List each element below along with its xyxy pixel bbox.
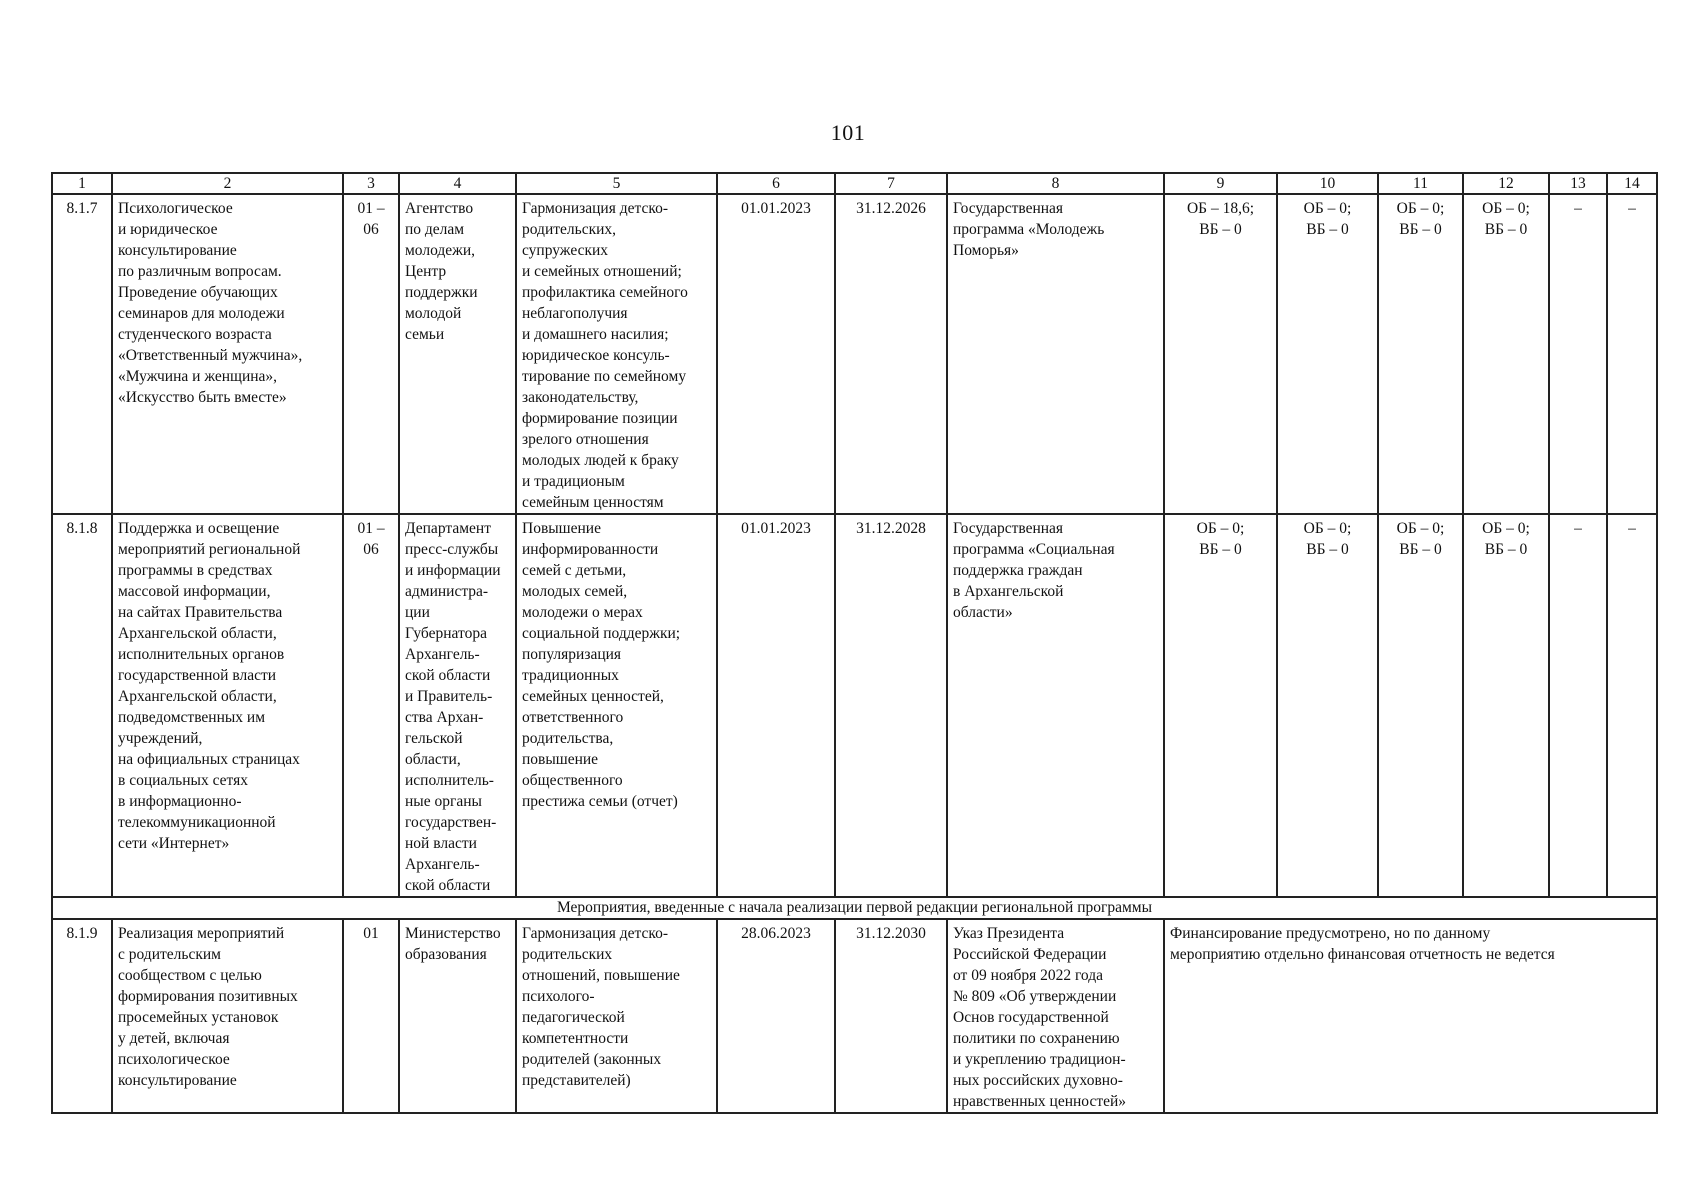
column-number: 13 (1549, 173, 1607, 194)
implementation-period: 01 (343, 919, 399, 1113)
column-number-row (52, 173, 1657, 194)
implementation-period: 01 – 06 (343, 194, 399, 514)
col-14-value: – (1607, 514, 1657, 897)
column-number: 8 (947, 173, 1164, 194)
end-date: 31.12.2028 (835, 514, 947, 897)
table-row (52, 514, 1657, 897)
program-table (51, 172, 1658, 1114)
page-number: 101 (830, 120, 866, 145)
end-date: 31.12.2026 (835, 194, 947, 514)
start-date: 28.06.2023 (717, 919, 835, 1113)
financing-col-11: ОБ – 0; ВБ – 0 (1378, 194, 1463, 514)
table-row (52, 919, 1657, 1113)
program-link: Государственная программа «Социальная поддержка граждан в Архангельской области» (947, 514, 1164, 897)
row-number: 8.1.9 (52, 919, 112, 1113)
activity-name: Реализация мероприятий с родительским сообществом с целью формирования позитивных просемейных установок у детей, включая психологическое консультирование (112, 919, 343, 1113)
column-number: 7 (835, 173, 947, 194)
activity-name: Поддержка и освещение мероприятий региональной программы в средствах массовой информации, на сайтах Правительства Архангельской области, исполнительных органов государственной власти Архангельской области, подведомственных им учреждений, на официальных страницах в социальных сетях в информационно- телекоммуникационной сети «Интернет» (112, 514, 343, 897)
column-number: 5 (516, 173, 717, 194)
expected-result: Гармонизация детско- родительских, супружеских и семейных отношений; профилактика семейного неблагополучия и домашнего насилия; юридическое консуль- тирование по семейному законодательству, формирование позиции зрелого отношения молодых людей к браку и традиционым семейным ценностям (516, 194, 717, 514)
financing-col-9: ОБ – 18,6; ВБ – 0 (1164, 194, 1277, 514)
implementation-period: 01 – 06 (343, 514, 399, 897)
column-number: 10 (1277, 173, 1378, 194)
expected-result: Повышение информированности семей с детьми, молодых семей, молодежи о мерах социальной поддержки; популяризация традиционных семейных ценностей, ответственного родительства, повышение общественного престижа семьи (отчет) (516, 514, 717, 897)
row-number: 8.1.8 (52, 514, 112, 897)
start-date: 01.01.2023 (717, 514, 835, 897)
column-number: 12 (1463, 173, 1549, 194)
financing-col-11: ОБ – 0; ВБ – 0 (1378, 514, 1463, 897)
program-link: Государственная программа «Молодежь Поморья» (947, 194, 1164, 514)
executor: Агентство по делам молодежи, Центр поддержки молодой семьи (399, 194, 516, 514)
financing-note: Финансирование предусмотрено, но по данному мероприятию отдельно финансовая отчетность не ведется (1164, 919, 1657, 1113)
executor: Министерство образования (399, 919, 516, 1113)
start-date: 01.01.2023 (717, 194, 835, 514)
financing-col-10: ОБ – 0; ВБ – 0 (1277, 514, 1378, 897)
activity-name: Психологическое и юридическое консультирование по различным вопросам. Проведение обучающих семинаров для молодежи студенческого возраста «Ответственный мужчина», «Мужчина и женщина», «Искусство быть вместе» (112, 194, 343, 514)
executor: Департамент пресс-службы и информации администра- ции Губернатора Архангель- ской области и Правитель- ства Архан- гельской области, исполнитель- ные органы государствен- ной власти Архангель- ской области (399, 514, 516, 897)
column-number: 2 (112, 173, 343, 194)
financing-col-12: ОБ – 0; ВБ – 0 (1463, 514, 1549, 897)
program-link: Указ Президента Российской Федерации от 09 ноября 2022 года № 809 «Об утверждении Основ государственной политики по сохранению и укреплению традицион- ных российских духовно- нравственных ценностей» (947, 919, 1164, 1113)
column-number: 11 (1378, 173, 1463, 194)
column-number: 14 (1607, 173, 1657, 194)
financing-col-12: ОБ – 0; ВБ – 0 (1463, 194, 1549, 514)
col-14-value: – (1607, 194, 1657, 514)
financing-col-9: ОБ – 0; ВБ – 0 (1164, 514, 1277, 897)
column-number: 9 (1164, 173, 1277, 194)
row-number: 8.1.7 (52, 194, 112, 514)
section-title: Мероприятия, введенные с начала реализации первой редакции региональной программы (52, 897, 1657, 919)
end-date: 31.12.2030 (835, 919, 947, 1113)
column-number: 6 (717, 173, 835, 194)
column-number: 3 (343, 173, 399, 194)
column-number: 1 (52, 173, 112, 194)
col-13-value: – (1549, 514, 1607, 897)
column-number: 4 (399, 173, 516, 194)
expected-result: Гармонизация детско- родительских отношений, повышение психолого- педагогической компетентности родителей (законных представителей) (516, 919, 717, 1113)
col-13-value: – (1549, 194, 1607, 514)
table-row (52, 194, 1657, 514)
section-header-row (52, 897, 1657, 919)
financing-col-10: ОБ – 0; ВБ – 0 (1277, 194, 1378, 514)
